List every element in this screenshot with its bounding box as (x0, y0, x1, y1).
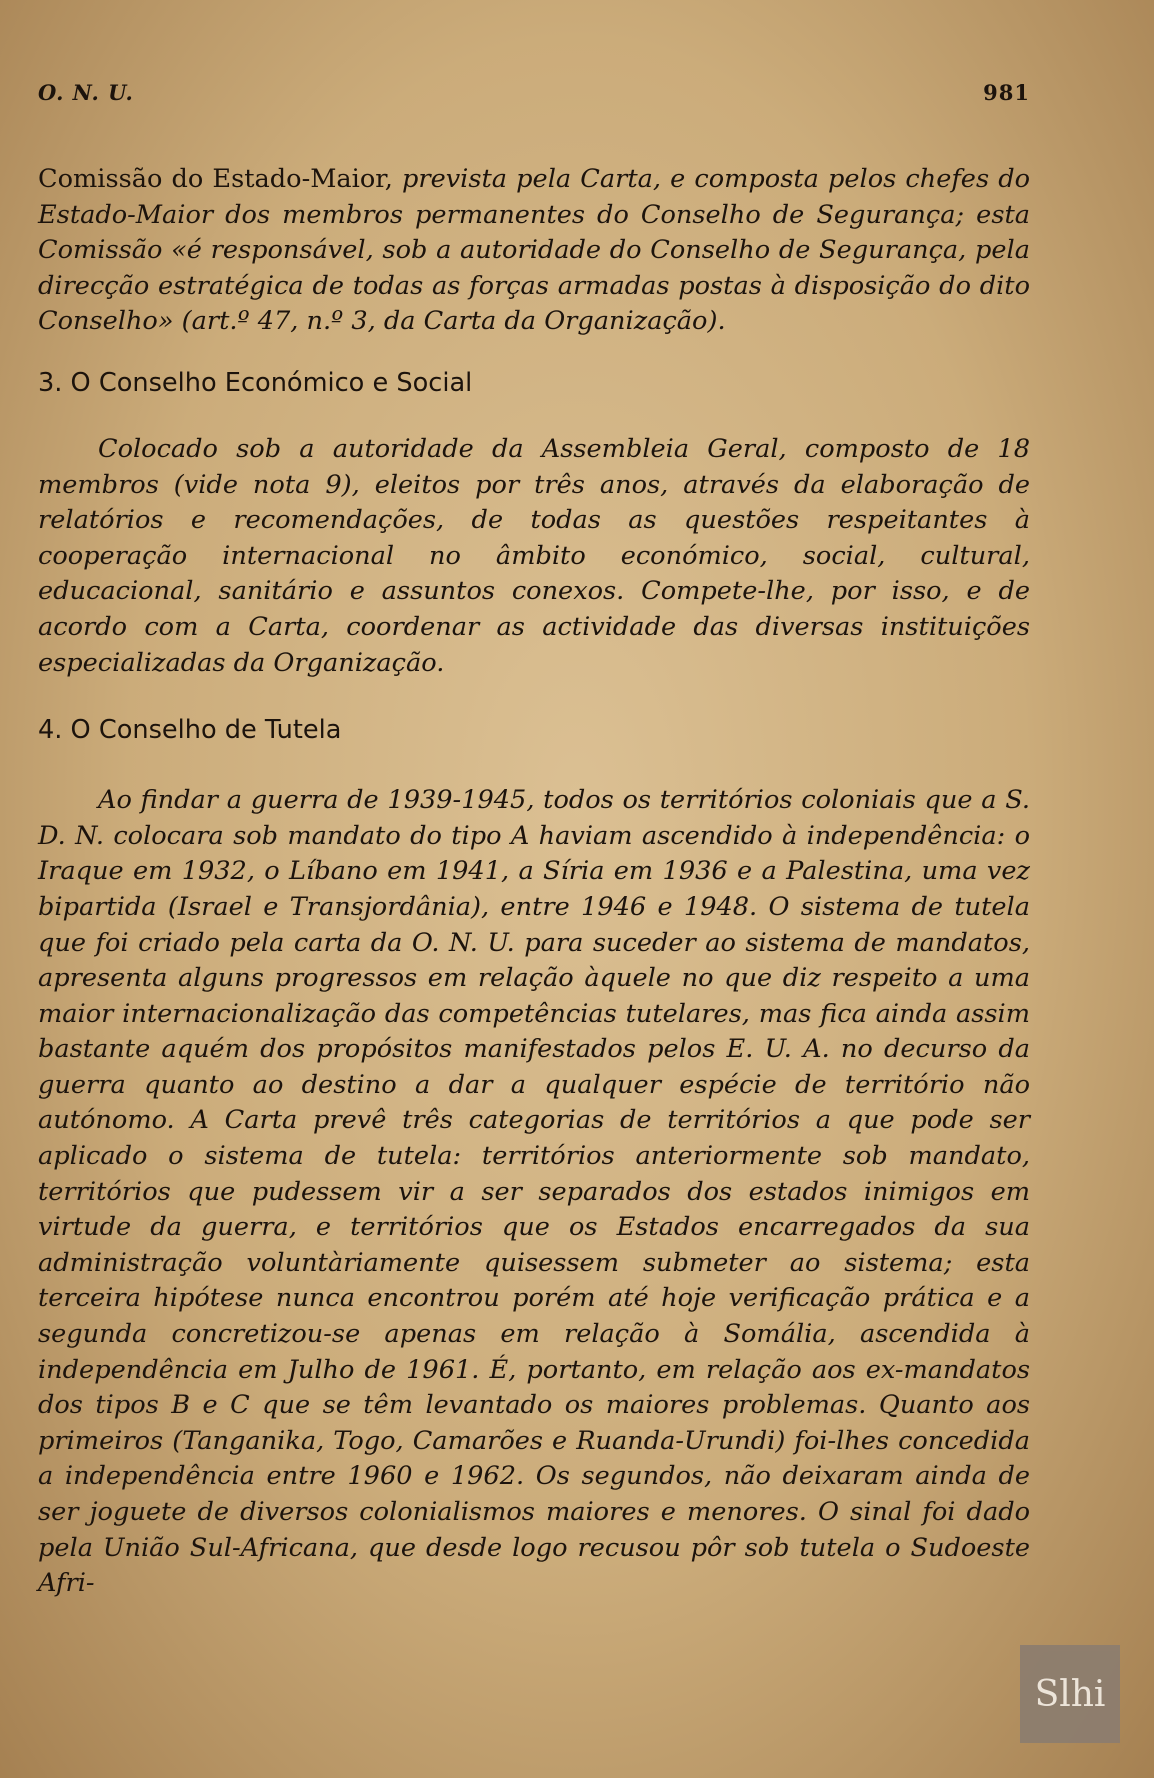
paragraph-lead: Comissão do Estado-Maior, (38, 164, 393, 194)
section-heading-economic-social: 3. O Conselho Económico e Social (38, 367, 473, 398)
document-page (38, 60, 1030, 1602)
watermark-logo (1020, 1645, 1120, 1743)
paragraph-body: prevista pela Carta, e composta pelos chefes do Estado-Maior dos membros permanentes do Conselho de Segurança; esta Comissão «é responsável, sob a autoridade do Conselho de Segurança, pela direcção estratégica de todas as forças armadas postas à disposição do dito Conselho» (art.º 47, n.º 3, da Carta da Organização). (38, 164, 1031, 337)
running-header (38, 60, 1030, 104)
paragraph-estado-maior (38, 162, 1030, 340)
paragraph-trusteeship: Ao findar a guerra de 1939-1945, todos os territórios coloniais que a S. D. N. colocara sob mandato do tipo A haviam ascendido à independência: o Iraque em 1932, o Líbano em 1941, a Síria em 1936 e a Palestina, uma vez bipartida (Israel e Transjordânia), entre 1946 e 1948. O sistema de tutela que foi criado pela carta da O. N. U. para suceder ao sistema de mandatos, apresenta alguns progressos em relação àquele no que diz respeito a uma maior internacionalização das competências tutelares, mas fica ainda assim bastante aquém dos propósitos manifestados pelos E. U. A. no decurso da guerra quanto ao destino a dar a qualquer espécie de território não autónomo. A Carta prevê três categorias de territórios a que pode ser aplicado o sistema de tutela: territórios anteriormente sob mandato, territórios que pudessem vir a ser separados dos estados inimigos em virtude da guerra, e territórios que os Estados encarregados da sua administração voluntàriamente quisessem submeter ao sistema; esta terceira hipótese nunca encontrou porém até hoje verificação prática e a segunda concretizou-se apenas em relação à Somália, ascendida à independência em Julho de 1961. É, portanto, em relação aos ex-mandatos dos tipos B e C que se têm levantado os maiores problemas. Quanto aos primeiros (Tanganika, Togo, Camarões e Ruanda-Urundi) foi-lhes concedida a independência entre 1960 e 1962. Os segundos, não deixaram ainda de ser joguete de diversos colonialismos maiores e menores. O sinal foi dado pela União Sul-Africana, que desde logo recusou pôr sob tutela o Sudoeste Afri- (38, 785, 1030, 1599)
paragraph-economic-social: Colocado sob a autoridade da Assembleia Geral, composto de 18 membros (vide nota 9), eleitos por três anos, através da elaboração de relatórios e recomendações, de todas as questões respeitantes à cooperação internacional no âmbito económico, social, cultural, educacional, sanitário e assuntos conexos. Compete-lhe, por isso, e de acordo com a Carta, coordenar as actividade das diversas instituições especializadas da Organização. (38, 433, 1030, 678)
section-heading-trusteeship: 4. O Conselho de Tutela (38, 715, 342, 746)
header-title: O. N. U. (38, 80, 134, 105)
page-number: 981 (983, 80, 1030, 105)
logo-text: Slhi (1034, 1673, 1106, 1715)
